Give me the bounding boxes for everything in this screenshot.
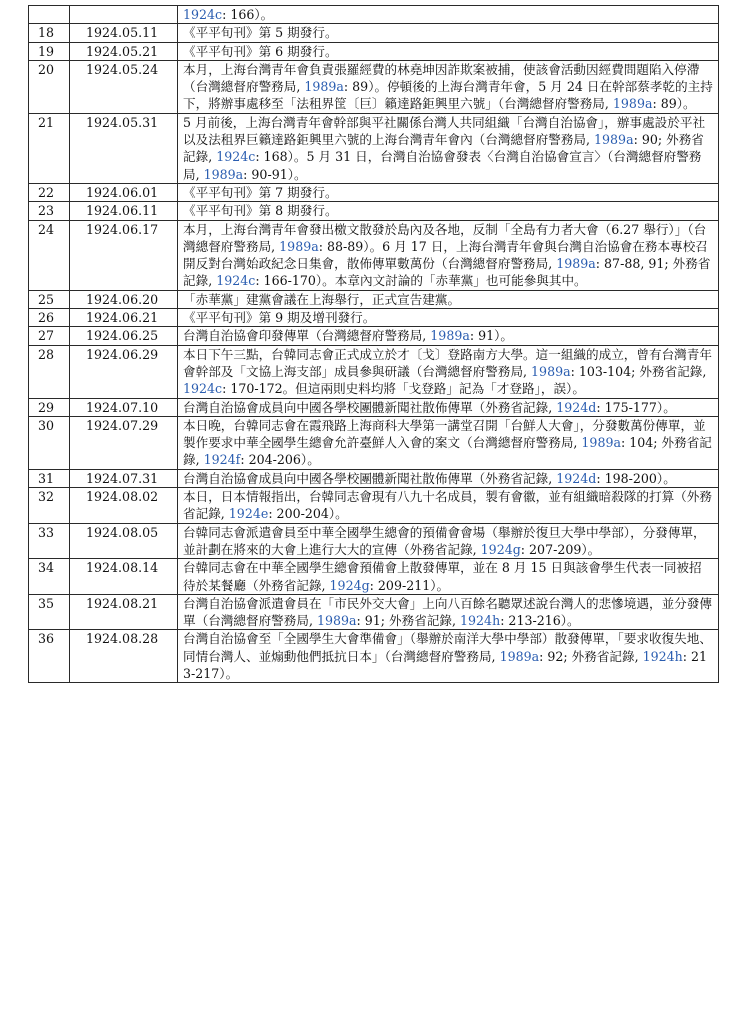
description-text: 《平平旬刊》第 8 期發行。 xyxy=(183,203,338,219)
description-text: 台韓同志會在中華全國學生總會預備會上散發傳單，並在 8 月 15 日與該會學生代表一同被招待於某餐廳（外務省記錄, xyxy=(183,560,702,593)
citation-link[interactable]: 1924c xyxy=(183,7,223,22)
citation-link[interactable]: 1989a xyxy=(594,132,634,148)
row-description xyxy=(178,42,719,60)
table-row xyxy=(29,290,719,308)
description-text: : 89）。停頓後的上海台灣青年會，5 月 24 日在幹部蔡孝乾的主持下，將辦事處移至「法租界筐〔巨〕籟達路鉅興里六號」（台灣總督府警務局, xyxy=(183,79,713,112)
description-text: : 204-206）。 xyxy=(240,452,320,468)
row-number xyxy=(29,6,70,24)
citation-link[interactable]: 1989a xyxy=(203,166,244,182)
table-row xyxy=(29,24,719,42)
citation-link[interactable]: 1924c xyxy=(183,381,223,397)
row-description xyxy=(178,309,719,327)
citation-link[interactable]: 1989a xyxy=(556,256,596,272)
description-text: : 166）。 xyxy=(222,7,274,22)
description-text: 《平平旬刊》第 6 期發行。 xyxy=(183,43,338,59)
table-row xyxy=(29,220,719,290)
table-row xyxy=(29,183,719,201)
row-description xyxy=(178,416,719,469)
description-text: : 170-172。但這兩則史料均將「戈登路」記為「才登路」，誤）。 xyxy=(222,381,585,397)
description-text: : 200-204）。 xyxy=(268,506,348,522)
description-text: 5 月前後，上海台灣青年會幹部與平社關係台灣人共同組織「台灣自治協會」，辦事處設於平社以及法租界巨籟達路鉅興里六號的上海台灣青年會內（台灣總督府警務局, xyxy=(183,114,706,148)
table-row xyxy=(29,559,719,595)
row-number: 35 xyxy=(29,594,70,630)
description-text: 台灣自治協會印發傳單（台灣總督府警務局, xyxy=(183,328,431,344)
table-row xyxy=(29,416,719,469)
row-number: 20 xyxy=(29,60,70,113)
row-description xyxy=(178,202,719,220)
row-number: 18 xyxy=(29,24,70,42)
chronology-page xyxy=(28,5,719,683)
row-date: 1924.06.25 xyxy=(70,327,178,345)
row-number: 26 xyxy=(29,309,70,327)
citation-link[interactable]: 1989a xyxy=(499,648,540,664)
description-text: 本日，日本情報指出，台韓同志會現有八九十名成員，製有會徽，並有組織暗殺隊的打算（外務省記錄, xyxy=(183,489,712,522)
row-date: 1924.08.14 xyxy=(70,559,178,595)
row-number: 19 xyxy=(29,42,70,60)
citation-link[interactable]: 1989a xyxy=(430,328,470,344)
table-row xyxy=(29,594,719,630)
table-row xyxy=(29,309,719,327)
table-row xyxy=(29,42,719,60)
description-text: 「赤華黨」建黨會議在上海舉行，正式宣告建黨。 xyxy=(183,291,461,307)
row-number: 30 xyxy=(29,416,70,469)
description-text: : 213-217）。 xyxy=(183,648,708,681)
row-date: 1924.07.29 xyxy=(70,416,178,469)
row-number: 33 xyxy=(29,523,70,559)
citation-link[interactable]: 1989a xyxy=(531,363,571,379)
row-date: 1924.05.11 xyxy=(70,24,178,42)
description-text: : 198-200）。 xyxy=(596,470,676,486)
citation-link[interactable]: 1989a xyxy=(316,613,357,629)
row-description xyxy=(178,523,719,559)
row-date: 1924.07.10 xyxy=(70,398,178,416)
row-description xyxy=(178,290,719,308)
description-text: 台灣自治協會至「全國學生大會準備會」（舉辦於南洋大學中學部）散發傳單，「要求收復失地、同情台灣人、並煽動他們抵抗日本」（台灣總督府警務局, xyxy=(183,631,712,664)
table-row xyxy=(29,6,719,24)
table-row xyxy=(29,60,719,113)
row-number: 21 xyxy=(29,113,70,183)
description-text: : 88-89）。6 月 17 日，上海台灣青年會與台灣自治協會在務本專校召開反對台灣始政紀念日集會，散佈傳單數萬份（台灣總督府警務局, xyxy=(183,238,708,272)
description-text: 《平平旬刊》第 7 期發行。 xyxy=(183,184,338,200)
description-text: 台灣自治協會派遣會員在「市民外交大會」上向八百餘名聽眾述說台灣人的悲慘境遇，並分發傳單（台灣總督府警務局, xyxy=(183,595,712,629)
row-date: 1924.06.11 xyxy=(70,202,178,220)
row-date: 1924.06.17 xyxy=(70,220,178,290)
row-number: 32 xyxy=(29,488,70,524)
description-text: : 91）。 xyxy=(469,328,514,344)
row-date: 1924.06.21 xyxy=(70,309,178,327)
description-text: 本日下午三點，台韓同志會正式成立於才〔戈〕登路南方大學。這一組織的成立，曾有台灣青年會幹部及「文協上海支部」成員參與研議（台灣總督府警務局, xyxy=(183,346,712,379)
table-row xyxy=(29,630,719,683)
description-text: : 91; 外務省記錄, xyxy=(356,613,461,629)
description-text: : 175-177）。 xyxy=(596,399,676,415)
row-number: 24 xyxy=(29,220,70,290)
row-date: 1924.08.05 xyxy=(70,523,178,559)
row-description xyxy=(178,60,719,113)
description-text: : 90; 外務省記錄, xyxy=(183,132,704,165)
chronology-table xyxy=(28,5,719,683)
citation-link[interactable]: 1924e xyxy=(228,506,269,522)
description-text: : 87-88, 91; 外務省記錄, xyxy=(183,256,711,289)
description-text: : 92; 外務省記錄, xyxy=(539,648,643,664)
description-text: : 104; 外務省記錄, xyxy=(183,435,712,468)
citation-link[interactable]: 1924h xyxy=(642,648,683,664)
chronology-table-body xyxy=(29,6,719,683)
row-description xyxy=(178,559,719,595)
row-description xyxy=(178,113,719,183)
citation-link[interactable]: 1924d xyxy=(556,399,597,415)
row-date: 1924.07.31 xyxy=(70,469,178,487)
row-number: 25 xyxy=(29,290,70,308)
description-text: 本月，上海台灣青年會負責張羅經費的林堯坤因詐欺案被捕，使該會活動因經費問題陷入停滯（台灣總督府警務局, xyxy=(183,61,700,95)
table-row xyxy=(29,113,719,183)
row-number: 28 xyxy=(29,345,70,398)
row-date: 1924.05.24 xyxy=(70,60,178,113)
row-description xyxy=(178,327,719,345)
table-row xyxy=(29,469,719,487)
description-text: : 209-211）。 xyxy=(369,577,450,593)
row-date: 1924.06.29 xyxy=(70,345,178,398)
description-text: : 168）。5 月 31 日，台灣自治協會發表〈台灣自治協會宣言〉（台灣總督府警務局, xyxy=(183,149,702,182)
description-text: : 103-104; 外務省記錄, xyxy=(570,363,707,379)
table-row xyxy=(29,398,719,416)
description-text: 本月，上海台灣青年會發出檄文散發於島內及各地，反制「全島有力者大會（6.27 舉行）」（台灣總督府警務局, xyxy=(183,221,707,254)
row-date: 1924.08.21 xyxy=(70,594,178,630)
row-date: 1924.05.31 xyxy=(70,113,178,183)
row-description xyxy=(178,630,719,683)
description-text: 台灣自治協會成員向中國各學校團體新聞社散佈傳單（外務省記錄, xyxy=(183,399,557,415)
description-text: : 89）。 xyxy=(652,96,696,112)
row-date: 1924.08.02 xyxy=(70,488,178,524)
row-description xyxy=(178,594,719,630)
citation-link[interactable]: 1924d xyxy=(556,470,597,486)
description-text: : 90-91）。 xyxy=(243,166,307,182)
citation-link[interactable]: 1924f xyxy=(203,452,241,468)
description-text: 《平平旬刊》第 5 期發行。 xyxy=(183,25,338,41)
row-description xyxy=(178,469,719,487)
row-description xyxy=(178,24,719,42)
row-date: 1924.06.01 xyxy=(70,183,178,201)
row-number: 29 xyxy=(29,398,70,416)
citation-link[interactable]: 1924g xyxy=(329,577,370,593)
row-description xyxy=(178,6,719,24)
row-description xyxy=(178,398,719,416)
description-text: : 166-170）。本章內文討論的「赤華黨」也可能參與其中。 xyxy=(255,273,587,289)
description-text: 《平平旬刊》第 9 期及增刊發行。 xyxy=(183,310,376,326)
table-row xyxy=(29,202,719,220)
citation-link[interactable]: 1989a xyxy=(612,96,653,112)
table-row xyxy=(29,488,719,524)
row-number: 31 xyxy=(29,469,70,487)
row-date: 1924.08.28 xyxy=(70,630,178,683)
description-text: : 213-216）。 xyxy=(500,613,580,629)
row-description xyxy=(178,220,719,290)
row-number: 23 xyxy=(29,202,70,220)
row-description xyxy=(178,345,719,398)
citation-link[interactable]: 1924g xyxy=(480,541,521,557)
row-description xyxy=(178,183,719,201)
row-number: 27 xyxy=(29,327,70,345)
row-date: 1924.06.20 xyxy=(70,290,178,308)
citation-link[interactable]: 1924c xyxy=(216,273,256,289)
citation-link[interactable]: 1924c xyxy=(216,149,256,165)
citation-link[interactable]: 1989a xyxy=(279,238,319,254)
description-text: 本日晚，台韓同志會在霞飛路上海商科大學第一講堂召開「台鮮人大會」，分發數萬份傳單，並製作要求中華全國學生總會允許臺鮮人入會的案文（台灣總督府警務局, xyxy=(183,417,706,451)
table-row xyxy=(29,523,719,559)
row-date: 1924.05.21 xyxy=(70,42,178,60)
row-number: 22 xyxy=(29,183,70,201)
table-row xyxy=(29,345,719,398)
table-row xyxy=(29,327,719,345)
description-text: 台韓同志會派遣會員至中華全國學生總會的預備會會場（舉辦於復旦大學中學部），分發傳單，並計劃在將來的大會上進行大大的宣傳（外務省記錄, xyxy=(183,524,706,557)
citation-link[interactable]: 1924h xyxy=(460,613,501,629)
citation-link[interactable]: 1989a xyxy=(581,435,621,451)
row-number: 36 xyxy=(29,630,70,683)
description-text: 台灣自治協會成員向中國各學校團體新聞社散佈傳單（外務省記錄, xyxy=(183,470,557,486)
row-description xyxy=(178,488,719,524)
row-number: 34 xyxy=(29,559,70,595)
row-date xyxy=(70,6,178,24)
description-text: : 207-209）。 xyxy=(520,541,601,557)
citation-link[interactable]: 1989a xyxy=(304,79,344,95)
